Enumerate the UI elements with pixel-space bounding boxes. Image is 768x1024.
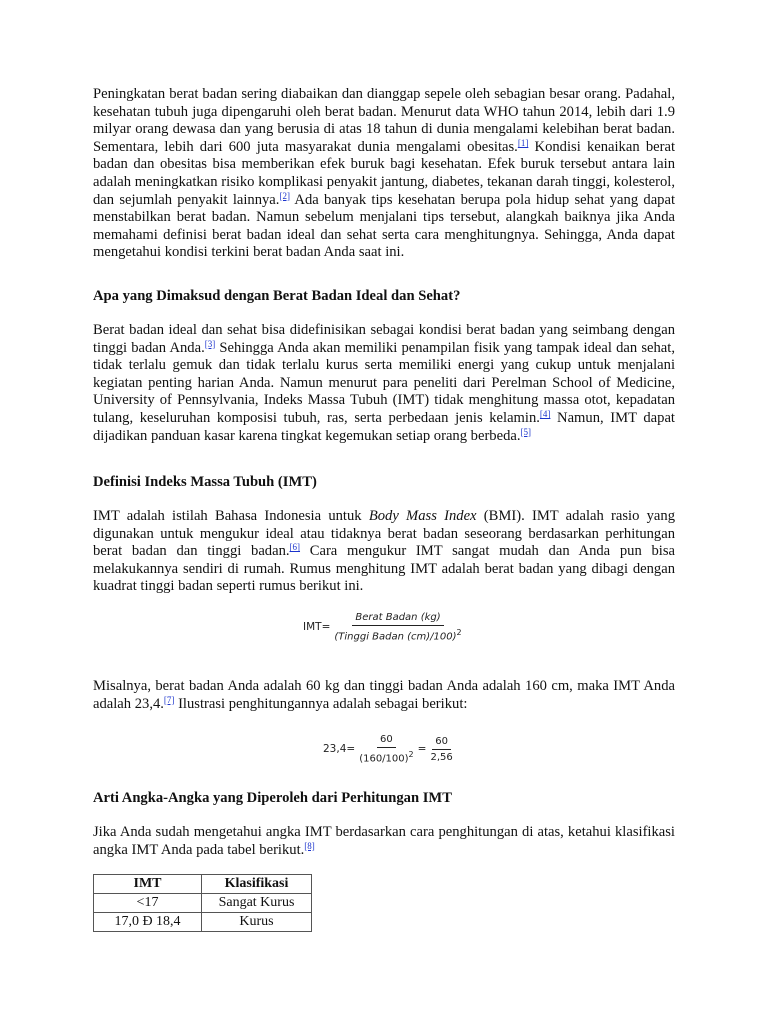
formula-example [323, 734, 457, 764]
paragraph-imt-definition-text: IMT adalah istilah Bahasa Indonesia untuk Body Mass Index (BMI). IMT adalah rasio yang digunakan untuk mengukur ideal atau tidaknya berat badan seseorang berdasarkan perhitungan berat badan dan tinggi badan.[6] Cara mengukur IMT sangat mudah dan Anda pun bisa melakukannya sendiri di rumah. Rumus menghitung IMT adalah berat badan yang dibagi dengan kuadrat tinggi badan seperti rumus berikut ini. [93, 508, 675, 595]
imt-classification-table [93, 874, 312, 932]
formula-example-numerator-2: 60 [432, 736, 451, 750]
table-header-row [94, 875, 312, 894]
table-header-imt: IMT [94, 875, 202, 894]
formula-example-lhs: 23,4= [323, 743, 356, 756]
formula-imt [303, 612, 466, 642]
heading-berat-badan-ideal: Apa yang Dimaksud dengan Berat Badan Ideal dan Sehat? [93, 288, 461, 304]
formula-imt-denominator: (Tinggi Badan (cm)/100)$^2$ [334, 628, 462, 643]
table-row [94, 913, 312, 932]
paragraph-classification-intro [93, 824, 675, 859]
table-cell-imt: <17 [94, 894, 202, 913]
paragraph-definisi-berat-badan [93, 322, 675, 445]
formula-example-equals: = [417, 743, 427, 756]
table-cell-klasifikasi: Kurus [202, 913, 312, 932]
table-row [94, 894, 312, 913]
footnote-ref-5[interactable]: [5] [520, 426, 532, 437]
formula-example-fraction-2 [427, 736, 455, 763]
heading-arti-angka-imt: Arti Angka-Angka yang Diperoleh dari Perhitungan IMT [93, 790, 452, 806]
formula-example-fraction-1 [356, 734, 416, 764]
paragraph-example [93, 678, 675, 713]
formula-example-denominator-2: 2,56 [430, 751, 453, 763]
table-cell-klasifikasi: Sangat Kurus [202, 894, 312, 913]
footnote-ref-1[interactable]: [1] [517, 137, 529, 148]
footnote-ref-3[interactable]: [3] [204, 338, 216, 349]
formula-imt-fraction [331, 612, 464, 642]
paragraph-classification-intro-text: Jika Anda sudah mengetahui angka IMT berdasarkan cara penghitungan di atas, ketahui klasifikasi angka IMT Anda pada tabel berikut.[8] [93, 824, 675, 858]
footnote-ref-6[interactable]: [6] [289, 542, 301, 553]
formula-imt-exponent: 2 [456, 628, 462, 637]
paragraph-intro [93, 86, 675, 262]
formula-imt-lhs: IMT= [303, 621, 331, 634]
formula-imt-numerator: Berat Badan (kg) [352, 612, 443, 626]
formula-example-denominator-1: $(160/100)^2$ [359, 750, 414, 765]
paragraph-example-text: Misalnya, berat badan Anda adalah 60 kg dan tinggi badan Anda adalah 160 cm, maka IMT Anda adalah 23,4.[7] Ilustrasi penghitungannya adalah sebagai berikut: [93, 678, 675, 712]
heading-definisi-imt: Definisi Indeks Massa Tubuh (IMT) [93, 474, 317, 490]
footnote-ref-8[interactable]: [8] [304, 840, 315, 851]
table-header-klasifikasi: Klasifikasi [202, 875, 312, 894]
formula-example-numerator-1: 60 [377, 734, 396, 748]
paragraph-definisi-berat-badan-text: Berat badan ideal dan sehat bisa didefinisikan sebagai kondisi berat badan yang seimbang dengan tinggi badan Anda.[3] Sehingga Anda akan memiliki penampilan fisik yang tampak ideal dan sehat, tidak terlalu gemuk dan tidak terlalu kurus serta memiliki energi yang cukup untuk menjalani kegiatan penting harian Anda. Namun menurut para peneliti dari Perelman School of Medicine, University of Pennsylvania, Indeks Massa Tubuh (IMT) tidak menghitung massa otot, kepadatan tulang, keseluruhan komposisi tubuh, ras, serta perbedaan jenis kelamin.[4] Namun, IMT dapat dijadikan panduan kasar karena tingkat kegemukan setiap orang berbeda.[5] [93, 322, 675, 444]
paragraph-imt-definition [93, 508, 675, 596]
footnote-ref-2[interactable]: [2] [279, 190, 290, 201]
table-cell-imt: 17,0 Đ 18,4 [94, 913, 202, 932]
footnote-ref-4[interactable]: [4] [539, 408, 551, 419]
formula-example-exponent: 2 [408, 750, 414, 759]
paragraph-intro-text: Peningkatan berat badan sering diabaikan dan dianggap sepele oleh sebagian besar orang. Padahal, kesehatan tubuh juga dipengaruhi oleh berat badan. Menurut data WHO tahun 2014, lebih dari 1.9 milyar orang dewasa dan yang berusia di atas 18 tahun di dunia mengalami kelebihan berat badan. Sementara, lebih dari 600 juta masyarakat dunia mengalami obesitas.[1] Kondisi kenaikan berat badan dan obesitas bisa memberikan efek buruk bagi kesehatan. Efek buruk tersebut antara lain adalah meningkatkan risiko komplikasi penyakit jantung, diabetes, tekanan darah tinggi, kolesterol, dan sejumlah penyakit lainnya.[2] Ada banyak tips kesehatan berupa pola hidup sehat yang dapat menstabilkan berat badan. Namun sebelum menjalani tips tersebut, alangkah baiknya jika Anda memahami definisi berat badan ideal dan sehat serta cara menghitungnya. Sehingga, Anda dapat mengetahui kondisi terkini berat badan Anda saat ini. [93, 86, 675, 261]
footnote-ref-7[interactable]: [7] [163, 694, 175, 705]
